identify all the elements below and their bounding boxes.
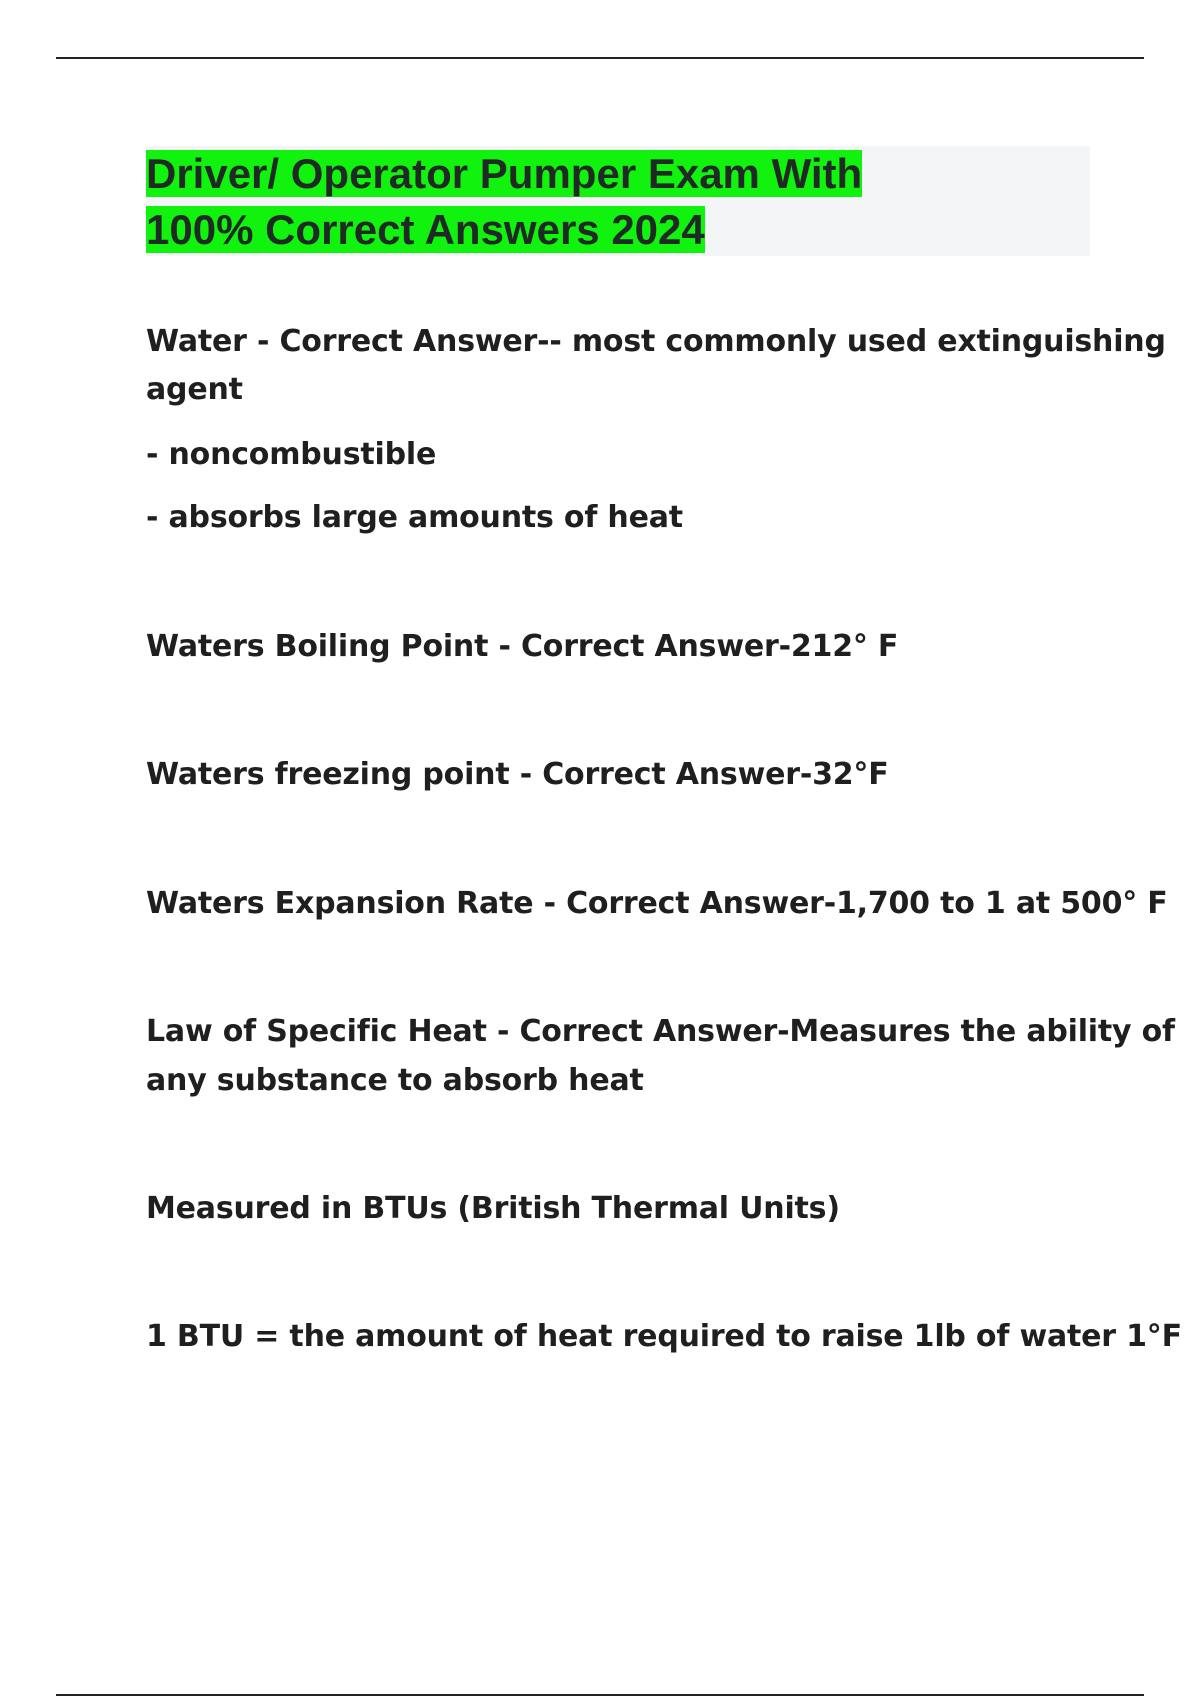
qa-line: any substance to absorb heat <box>146 1063 644 1098</box>
footer-rule <box>56 1694 1144 1696</box>
document-title <box>146 146 1090 258</box>
qa-line: Measured in BTUs (British Thermal Units) <box>146 1191 840 1226</box>
qa-line: 1 BTU = the amount of heat required to raise 1lb of water 1°F <box>146 1319 1182 1354</box>
document-title-line-1: Driver/ Operator Pumper Exam With <box>146 150 863 197</box>
qa-line: - absorbs large amounts of heat <box>146 500 683 535</box>
qa-line: agent <box>146 372 243 407</box>
qa-line: - noncombustible <box>146 437 437 472</box>
qa-line: Water - Correct Answer-- most commonly used extinguishing <box>146 324 1166 359</box>
qa-line: Waters Boiling Point - Correct Answer-212° F <box>146 629 899 664</box>
header-rule <box>56 57 1144 59</box>
document-title-line-2: 100% Correct Answers 2024 <box>146 206 705 253</box>
qa-line: Waters Expansion Rate - Correct Answer-1,700 to 1 at 500° F <box>146 886 1168 921</box>
qa-line: Waters freezing point - Correct Answer-32°F <box>146 757 889 792</box>
title-block <box>146 146 1090 256</box>
qa-line: Law of Specific Heat - Correct Answer-Measures the ability of <box>146 1014 1175 1049</box>
